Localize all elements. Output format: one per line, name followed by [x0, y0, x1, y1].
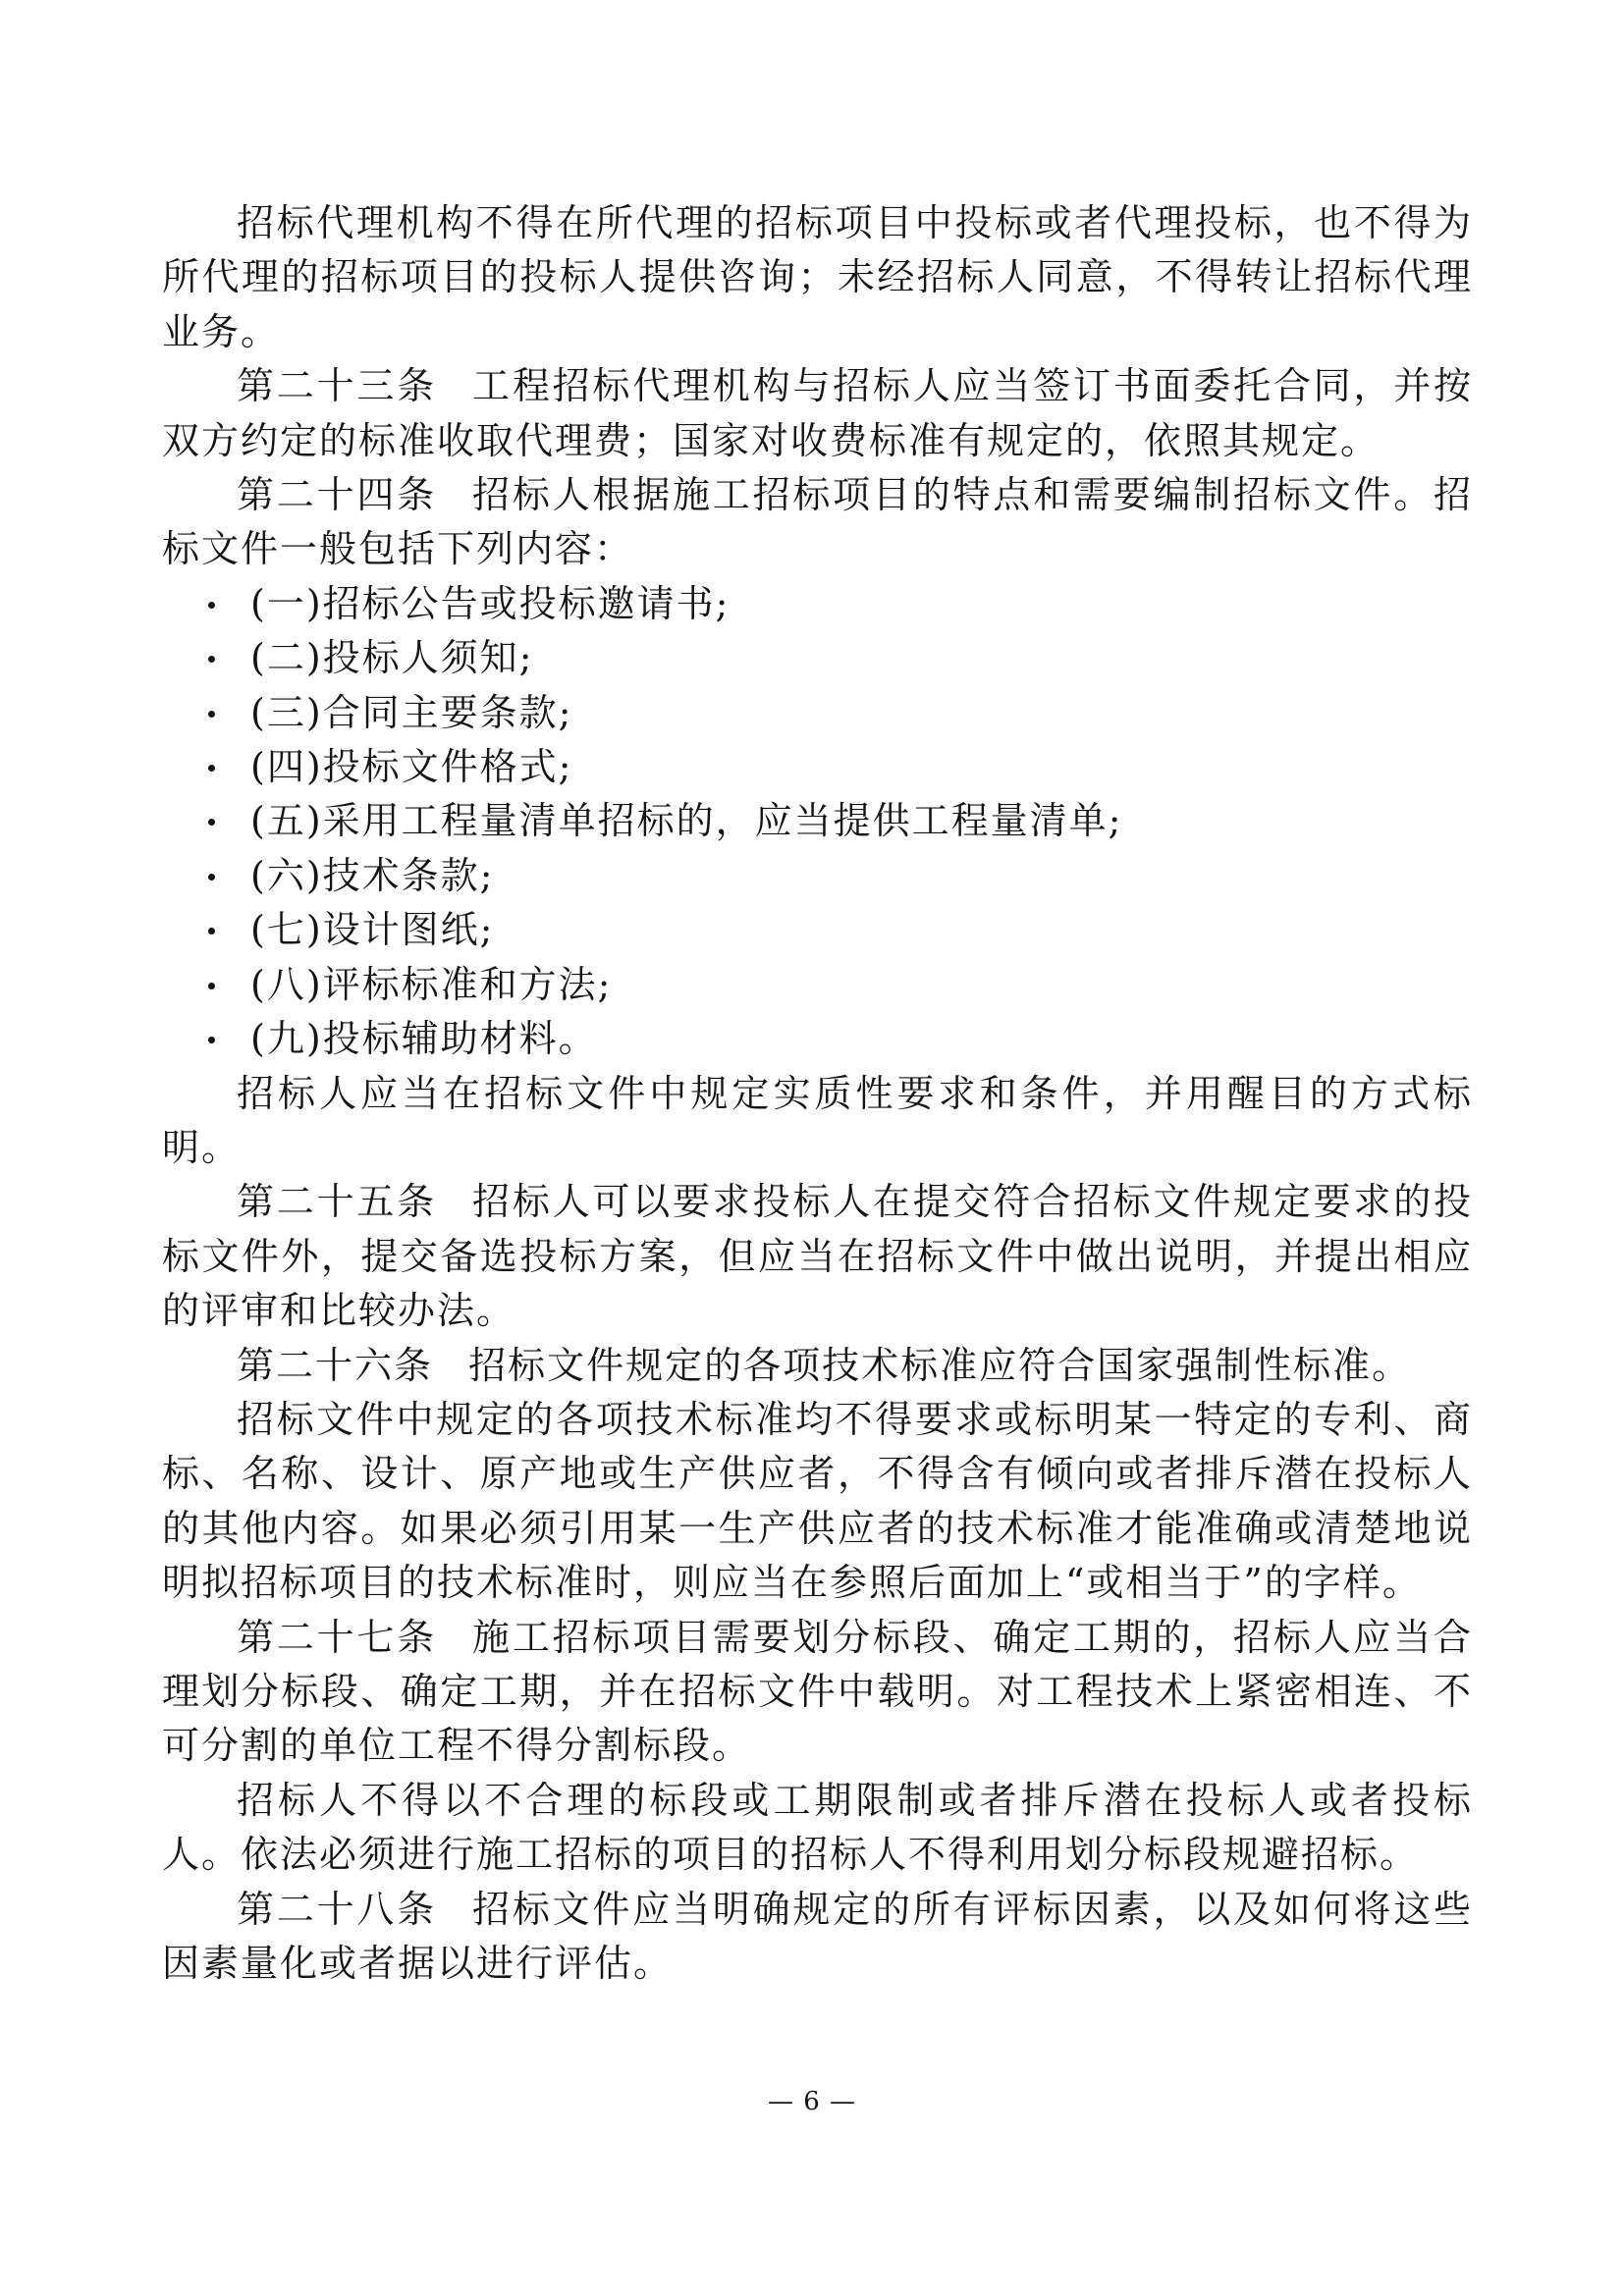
- bullet-icon: [208, 711, 215, 718]
- list-item-text: (二)投标人须知;: [250, 636, 534, 680]
- paragraph: [162, 1393, 1473, 1611]
- bullet-icon: [208, 765, 215, 772]
- paragraph-text: 招标文件中规定的各项技术标准均不得要求或标明某一特定的专利、商标、名称、设计、原产地或生产供应者，不得含有倾向或者排斥潜在投标人的其他内容。如果必须引用某一生产供应者的技术标准才能准确或清楚地说明拟招标项目的技术标准时，则应当在参照后面加上“或相当于”的字样。: [162, 1397, 1473, 1605]
- paragraph: [162, 1774, 1473, 1883]
- list-item-text: (六)技术条款;: [250, 853, 495, 897]
- list-item: [162, 1012, 1473, 1066]
- article-number: 第二十四条: [237, 473, 437, 517]
- paragraph: [162, 1339, 1473, 1393]
- page-number: — 6 —: [767, 2087, 857, 2116]
- paragraph-text: 招标人应当在招标文件中规定实质性要求和条件，并用醒目的方式标明。: [162, 1071, 1473, 1169]
- article-number: 第二十五条: [237, 1180, 437, 1224]
- article-number: 第二十三条: [237, 364, 437, 408]
- paragraph-text: 招标文件规定的各项技术标准应符合国家强制性标准。: [468, 1343, 1412, 1387]
- list-item: [162, 903, 1473, 957]
- bid-document-contents-list: [162, 577, 1473, 1067]
- paragraph: [162, 1611, 1473, 1774]
- paragraph-text: 招标人根据施工招标项目的特点和需要编制招标文件。招标文件一般包括下列内容：: [162, 473, 1473, 571]
- paragraph-text: 招标人不得以不合理的标段或工期限制或者排斥潜在投标人或者投标人。依法必须进行施工招标的项目的招标人不得利用划分标段规避招标。: [162, 1778, 1473, 1877]
- paragraph-text: 招标人可以要求投标人在提交符合招标文件规定要求的投标文件外，提交备选投标方案，但应当在招标文件中做出说明，并提出相应的评审和比较办法。: [162, 1180, 1473, 1333]
- bullet-icon: [208, 819, 215, 826]
- paragraph: [162, 196, 1473, 359]
- list-item-text: (五)采用工程量清单招标的，应当提供工程量清单;: [250, 799, 1123, 843]
- paragraph: [162, 1883, 1473, 1992]
- article-number: 第二十六条: [237, 1343, 434, 1387]
- article-number: 第二十八条: [237, 1887, 437, 1931]
- list-item-text: (八)评标标准和方法;: [250, 962, 613, 1006]
- paragraph: [162, 359, 1473, 468]
- bullet-icon: [208, 983, 215, 989]
- bullet-icon: [208, 1037, 215, 1043]
- list-item: [162, 631, 1473, 685]
- list-item-text: (三)合同主要条款;: [250, 690, 573, 734]
- list-item: [162, 740, 1473, 794]
- document-page: [162, 196, 1473, 1991]
- list-item: [162, 686, 1473, 740]
- paragraph-text: 招标代理机构不得在所代理的招标项目中投标或者代理投标，也不得为所代理的招标项目的投标人提供咨询；未经招标人同意，不得转让招标代理业务。: [162, 201, 1473, 353]
- paragraphs-before-list: [162, 196, 1473, 577]
- list-item: [162, 849, 1473, 903]
- paragraph-text: 施工招标项目需要划分标段、确定工期的，招标人应当合理划分标段、确定工期，并在招标文件中载明。对工程技术上紧密相连、不可分割的单位工程不得分割标段。: [162, 1615, 1473, 1768]
- list-item: [162, 958, 1473, 1012]
- bullet-icon: [208, 874, 215, 881]
- list-item: [162, 794, 1473, 848]
- paragraphs-after-list: [162, 1067, 1473, 1992]
- bullet-icon: [208, 656, 215, 663]
- paragraph-text: 工程招标代理机构与招标人应当签订书面委托合同，并按双方约定的标准收取代理费；国家对收费标准有规定的，依照其规定。: [162, 364, 1473, 462]
- list-item-text: (一)招标公告或投标邀请书;: [250, 581, 731, 625]
- list-item-text: (九)投标辅助材料。: [250, 1017, 598, 1061]
- paragraph-text: 招标文件应当明确规定的所有评标因素，以及如何将这些因素量化或者据以进行评估。: [162, 1887, 1473, 1985]
- bullet-icon: [208, 602, 215, 609]
- article-number: 第二十七条: [237, 1615, 437, 1659]
- paragraph: [162, 468, 1473, 577]
- paragraph: [162, 1067, 1473, 1176]
- paragraph: [162, 1175, 1473, 1338]
- list-item: [162, 577, 1473, 631]
- list-item-text: (七)设计图纸;: [250, 908, 495, 952]
- bullet-icon: [208, 928, 215, 934]
- list-item-text: (四)投标文件格式;: [250, 745, 573, 789]
